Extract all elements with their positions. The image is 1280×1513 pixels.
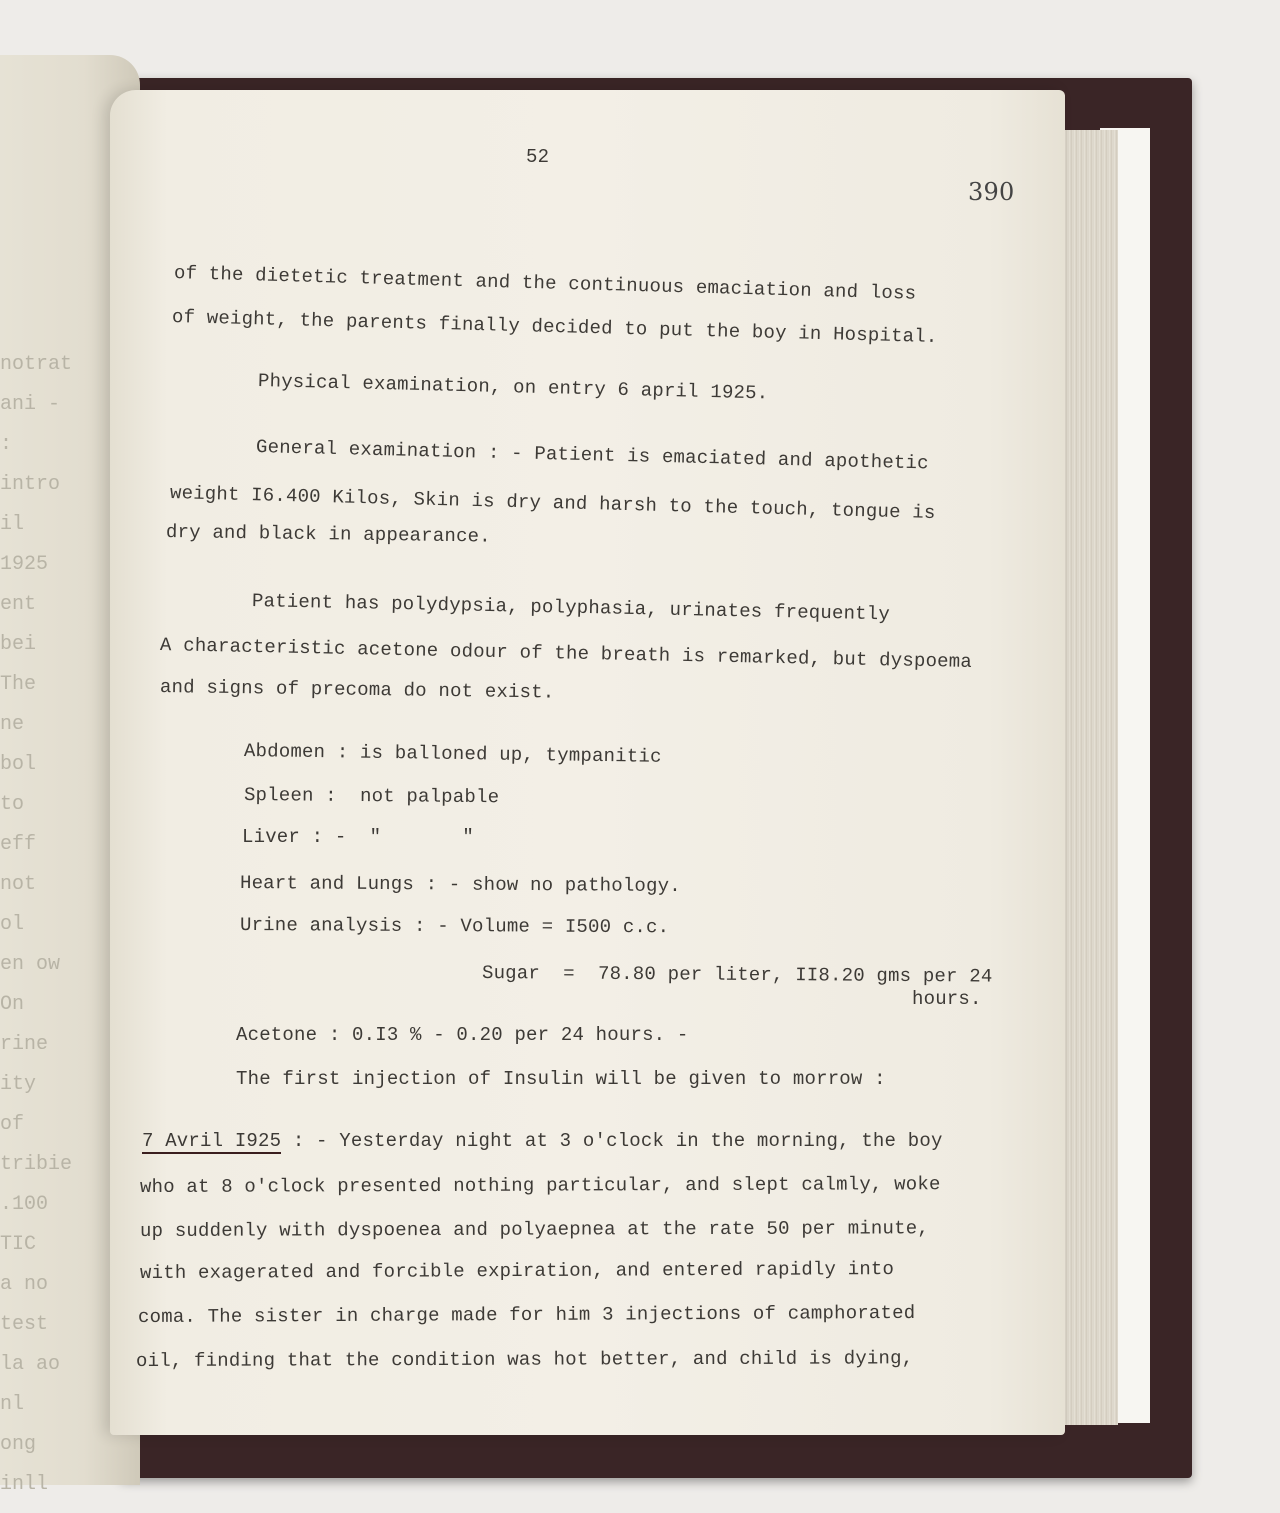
- text-line: General examination : - Patient is emaciated and apothetic: [255, 436, 929, 475]
- bleed-line: a no: [0, 1273, 49, 1296]
- bleed-line: not ol: [0, 873, 37, 936]
- entry-text: : - Yesterday night at 3 o'clock in the morning, the boy: [281, 1130, 943, 1152]
- entry-date: 7 Avril I925: [142, 1130, 282, 1152]
- page-edges: [1058, 130, 1118, 1425]
- bleed-line: ani - :: [0, 393, 61, 456]
- bleed-line: la ao: [0, 1353, 61, 1376]
- bleed-line: ong: [0, 1433, 37, 1456]
- bleed-line: nl: [0, 1393, 25, 1416]
- text-line: Acetone : 0.I3 % - 0.20 per 24 hours. -: [236, 1024, 689, 1046]
- bleed-line: notrat: [0, 353, 73, 376]
- bleed-line: intro: [0, 473, 61, 496]
- text-line: Liver : - " ": [242, 826, 475, 848]
- bleed-line: test: [0, 1313, 49, 1336]
- text-line: A characteristic acetone odour of the breath is remarked, but dyspoema: [159, 634, 973, 674]
- bleed-line: rine: [0, 1033, 49, 1056]
- entry-date-line: [142, 1130, 943, 1152]
- text-line: Sugar = 78.80 per liter, II8.20 gms per 24: [481, 962, 993, 988]
- bleed-line: il 1925: [0, 513, 49, 576]
- text-line: who at 8 o'clock presented nothing particular, and slept calmly, woke: [139, 1173, 941, 1198]
- text-line: The first injection of Insulin will be given to morrow :: [236, 1068, 886, 1090]
- text-line: oil, finding that the condition was hot better, and child is dying,: [135, 1347, 914, 1372]
- text-line: of the dietetic treatment and the continuous emaciation and loss: [173, 262, 917, 305]
- text-line: Urine analysis : - Volume = I500 c.c.: [239, 914, 670, 939]
- archive-stamp-number: 390: [968, 178, 1015, 206]
- bleed-line: bei: [0, 633, 37, 656]
- bleed-line: ity of: [0, 1073, 37, 1136]
- bleed-line: .100: [0, 1193, 49, 1216]
- section-heading: Physical examination, on entry 6 april 1925.: [257, 370, 769, 405]
- text-line: hours.: [912, 988, 982, 1010]
- text-line: with exagerated and forcible expiration, and entered rapidly into: [139, 1258, 895, 1284]
- text-line: Spleen : not palpable: [243, 784, 500, 809]
- bleed-line: On: [0, 993, 25, 1016]
- bleed-line: to eff: [0, 793, 37, 856]
- bleed-line: ne bol: [0, 713, 37, 776]
- bleed-line: inll: [0, 1473, 49, 1496]
- bleed-line: en ow: [0, 953, 61, 976]
- text-line: Abdomen : is balloned up, tympanitic: [243, 740, 662, 768]
- bleed-line: tribie: [0, 1153, 73, 1176]
- text-line: weight I6.400 Kilos, Skin is dry and harsh to the touch, tongue is: [169, 482, 936, 525]
- text-line: Heart and Lungs : - show no pathology.: [239, 872, 681, 898]
- text-line: Patient has polydypsia, polyphasia, urinates frequently: [251, 590, 891, 626]
- bleed-line: ent: [0, 593, 37, 616]
- text-line: dry and black in appearance.: [165, 521, 491, 548]
- text-line: coma. The sister in charge made for him 3 injections of camphorated: [137, 1301, 916, 1328]
- bleed-line: TIC: [0, 1233, 37, 1256]
- left-page-bleed-text: [0, 345, 73, 1505]
- bleed-line: The: [0, 673, 37, 696]
- text-line: of weight, the parents finally decided to put the boy in Hospital.: [171, 306, 938, 349]
- text-line: and signs of precoma do not exist.: [159, 676, 555, 704]
- page-number: 52: [526, 146, 550, 168]
- text-line: up suddenly with dyspoenea and polyaepnea at the rate 50 per minute,: [139, 1217, 929, 1242]
